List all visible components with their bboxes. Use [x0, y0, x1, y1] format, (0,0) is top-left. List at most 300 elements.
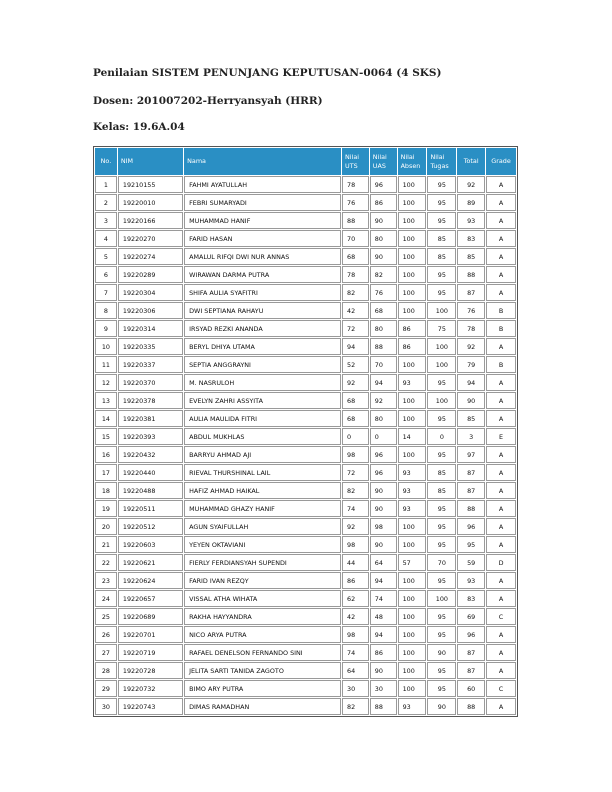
cell-nim: 19220719: [118, 644, 183, 661]
cell-nama: DWI SEPTIANA RAHAYU: [184, 302, 341, 319]
table-row: [95, 356, 516, 373]
table-row: [95, 428, 516, 445]
cell-nilai-absen: 86: [398, 338, 427, 355]
table-row: [95, 644, 516, 661]
cell-nilai-tugas: 85: [427, 482, 456, 499]
cell-total: 69: [457, 608, 485, 625]
cell-nilai-uts: 74: [342, 644, 369, 661]
cell-nilai-absen: 93: [398, 374, 427, 391]
cell-nim: 19220166: [118, 212, 183, 229]
cell-nilai-uts: 92: [342, 518, 369, 535]
table-row: [95, 500, 516, 517]
cell-total: 83: [457, 230, 485, 247]
cell-nilai-tugas: 95: [427, 284, 456, 301]
cell-grade: C: [486, 608, 516, 625]
lecturer-line: Dosen: 201007202-Herryansyah (HRR): [93, 95, 323, 107]
cell-total: 96: [457, 518, 485, 535]
cell-nilai-uas: 90: [370, 500, 397, 517]
cell-nilai-uas: 48: [370, 608, 397, 625]
cell-nilai-uts: 42: [342, 302, 369, 319]
cell-total: 90: [457, 392, 485, 409]
cell-total: 94: [457, 374, 485, 391]
cell-grade: A: [486, 482, 516, 499]
cell-nim: 19220624: [118, 572, 183, 589]
cell-nilai-absen: 100: [398, 680, 427, 697]
cell-nilai-tugas: 95: [427, 374, 456, 391]
cell-grade: A: [486, 644, 516, 661]
cell-nilai-absen: 100: [398, 212, 427, 229]
cell-nilai-uts: 78: [342, 176, 369, 193]
cell-nilai-uas: 74: [370, 590, 397, 607]
cell-no: 29: [95, 680, 117, 697]
cell-nama: IRSYAD REZKI ANANDA: [184, 320, 341, 337]
column-header-nilai-uas: Nilai UAS: [370, 148, 397, 175]
cell-no: 2: [95, 194, 117, 211]
cell-nim: 19220732: [118, 680, 183, 697]
cell-grade: A: [486, 230, 516, 247]
cell-total: 88: [457, 500, 485, 517]
cell-nama: FEBRI SUMARYADI: [184, 194, 341, 211]
cell-no: 1: [95, 176, 117, 193]
cell-nim: 19210155: [118, 176, 183, 193]
cell-nama: AGUN SYAIFULLAH: [184, 518, 341, 535]
cell-nama: BARRYU AHMAD AJI: [184, 446, 341, 463]
table-row: [95, 536, 516, 553]
cell-nilai-absen: 93: [398, 698, 427, 715]
cell-grade: A: [486, 338, 516, 355]
cell-no: 21: [95, 536, 117, 553]
cell-nilai-tugas: 100: [427, 356, 456, 373]
cell-nim: 19220337: [118, 356, 183, 373]
cell-total: 60: [457, 680, 485, 697]
cell-nama: SEPTIA ANGGRAYNI: [184, 356, 341, 373]
cell-total: 87: [457, 284, 485, 301]
column-header-nilai-uts: Nilai UTS: [342, 148, 369, 175]
cell-nilai-uts: 82: [342, 284, 369, 301]
cell-grade: A: [486, 284, 516, 301]
cell-no: 10: [95, 338, 117, 355]
cell-nilai-uts: 76: [342, 194, 369, 211]
table-row: [95, 266, 516, 283]
cell-nama: DIMAS RAMADHAN: [184, 698, 341, 715]
cell-nama: M. NASRULOH: [184, 374, 341, 391]
cell-nama: FAHMI AYATULLAH: [184, 176, 341, 193]
cell-nilai-tugas: 95: [427, 572, 456, 589]
class-line: Kelas: 19.6A.04: [93, 121, 185, 133]
cell-nilai-tugas: 95: [427, 662, 456, 679]
column-header-nilai-absen: Nilai Absen: [398, 148, 427, 175]
cell-nilai-uas: 68: [370, 302, 397, 319]
cell-nama: AMALUL RIFQI DWI NUR ANNAS: [184, 248, 341, 265]
table-row: [95, 212, 516, 229]
cell-nilai-absen: 100: [398, 194, 427, 211]
cell-nama: FIERLY FERDIANSYAH SUPENDI: [184, 554, 341, 571]
cell-nilai-tugas: 95: [427, 536, 456, 553]
cell-nilai-uts: 44: [342, 554, 369, 571]
cell-nilai-uas: 80: [370, 410, 397, 427]
cell-total: 3: [457, 428, 485, 445]
column-header-total: Total: [457, 148, 485, 175]
cell-nilai-tugas: 85: [427, 230, 456, 247]
cell-nilai-tugas: 70: [427, 554, 456, 571]
cell-nilai-uas: 88: [370, 698, 397, 715]
cell-nilai-absen: 86: [398, 320, 427, 337]
cell-nilai-uts: 98: [342, 626, 369, 643]
cell-nilai-absen: 100: [398, 644, 427, 661]
cell-nilai-uts: 98: [342, 446, 369, 463]
cell-total: 87: [457, 644, 485, 661]
cell-nilai-tugas: 95: [427, 212, 456, 229]
table-row: [95, 554, 516, 571]
cell-grade: A: [486, 464, 516, 481]
cell-nama: MUHAMMAD GHAZY HANIF: [184, 500, 341, 517]
cell-nilai-tugas: 100: [427, 302, 456, 319]
cell-nim: 19220440: [118, 464, 183, 481]
cell-nama: YEYEN OKTAVIANI: [184, 536, 341, 553]
table-row: [95, 374, 516, 391]
cell-nilai-uts: 82: [342, 482, 369, 499]
cell-nilai-uas: 82: [370, 266, 397, 283]
cell-grade: C: [486, 680, 516, 697]
cell-grade: A: [486, 176, 516, 193]
table-row: [95, 464, 516, 481]
cell-nilai-absen: 100: [398, 248, 427, 265]
cell-nilai-uts: 0: [342, 428, 369, 445]
table-row: [95, 248, 516, 265]
cell-nim: 19220370: [118, 374, 183, 391]
cell-grade: B: [486, 320, 516, 337]
cell-nama: JELITA SARTI TANIDA ZAGOTO: [184, 662, 341, 679]
cell-nilai-tugas: 100: [427, 392, 456, 409]
cell-nim: 19220512: [118, 518, 183, 535]
cell-nilai-absen: 100: [398, 266, 427, 283]
cell-nilai-tugas: 90: [427, 644, 456, 661]
cell-nilai-uas: 70: [370, 356, 397, 373]
cell-nim: 19220621: [118, 554, 183, 571]
cell-no: 19: [95, 500, 117, 517]
cell-nilai-tugas: 95: [427, 446, 456, 463]
cell-nilai-tugas: 90: [427, 698, 456, 715]
cell-nilai-uas: 0: [370, 428, 397, 445]
cell-grade: D: [486, 554, 516, 571]
cell-nim: 19220743: [118, 698, 183, 715]
cell-grade: A: [486, 518, 516, 535]
table-row: [95, 446, 516, 463]
column-header-nilai-tugas: Nilai Tugas: [427, 148, 456, 175]
cell-nilai-absen: 93: [398, 464, 427, 481]
cell-grade: A: [486, 662, 516, 679]
cell-grade: E: [486, 428, 516, 445]
cell-nama: BIMO ARY PUTRA: [184, 680, 341, 697]
cell-total: 83: [457, 590, 485, 607]
cell-nilai-uts: 86: [342, 572, 369, 589]
course-title: Penilaian SISTEM PENUNJANG KEPUTUSAN-0064 (4 SKS): [93, 67, 442, 79]
cell-nim: 19220314: [118, 320, 183, 337]
cell-no: 15: [95, 428, 117, 445]
cell-nim: 19220701: [118, 626, 183, 643]
cell-grade: A: [486, 446, 516, 463]
cell-nilai-uts: 72: [342, 464, 369, 481]
cell-nama: FARID HASAN: [184, 230, 341, 247]
cell-total: 92: [457, 338, 485, 355]
cell-nama: VISSAL ATHA WIHATA: [184, 590, 341, 607]
cell-nilai-uas: 94: [370, 572, 397, 589]
cell-nilai-uts: 92: [342, 374, 369, 391]
cell-total: 93: [457, 572, 485, 589]
cell-nilai-tugas: 95: [427, 194, 456, 211]
cell-nilai-uas: 90: [370, 482, 397, 499]
cell-no: 28: [95, 662, 117, 679]
cell-nilai-uts: 68: [342, 410, 369, 427]
cell-nim: 19220381: [118, 410, 183, 427]
cell-no: 24: [95, 590, 117, 607]
cell-nilai-tugas: 95: [427, 410, 456, 427]
cell-nilai-uas: 30: [370, 680, 397, 697]
cell-nilai-uas: 90: [370, 536, 397, 553]
cell-nilai-uts: 74: [342, 500, 369, 517]
cell-nilai-absen: 100: [398, 518, 427, 535]
cell-nilai-tugas: 0: [427, 428, 456, 445]
cell-no: 14: [95, 410, 117, 427]
cell-total: 96: [457, 626, 485, 643]
cell-nilai-uts: 88: [342, 212, 369, 229]
cell-nilai-tugas: 95: [427, 500, 456, 517]
cell-no: 16: [95, 446, 117, 463]
cell-nilai-uas: 86: [370, 194, 397, 211]
cell-nilai-uas: 96: [370, 446, 397, 463]
table-header-row: [95, 148, 516, 175]
table-row: [95, 338, 516, 355]
cell-nilai-uas: 96: [370, 176, 397, 193]
column-header-nim: NIM: [118, 148, 183, 175]
cell-nilai-uts: 52: [342, 356, 369, 373]
cell-grade: B: [486, 302, 516, 319]
table-row: [95, 698, 516, 715]
cell-nilai-absen: 100: [398, 446, 427, 463]
cell-no: 18: [95, 482, 117, 499]
cell-total: 87: [457, 662, 485, 679]
table-row: [95, 230, 516, 247]
cell-no: 3: [95, 212, 117, 229]
cell-nim: 19220289: [118, 266, 183, 283]
cell-nilai-uas: 80: [370, 230, 397, 247]
cell-nilai-absen: 93: [398, 500, 427, 517]
cell-nilai-uts: 42: [342, 608, 369, 625]
cell-nilai-uts: 68: [342, 392, 369, 409]
cell-nama: HAFIZ AHMAD HAIKAL: [184, 482, 341, 499]
cell-nilai-absen: 100: [398, 662, 427, 679]
cell-nilai-absen: 100: [398, 356, 427, 373]
cell-grade: A: [486, 212, 516, 229]
cell-no: 5: [95, 248, 117, 265]
cell-no: 4: [95, 230, 117, 247]
cell-no: 26: [95, 626, 117, 643]
cell-nilai-uas: 64: [370, 554, 397, 571]
cell-nilai-tugas: 95: [427, 518, 456, 535]
cell-no: 7: [95, 284, 117, 301]
table-row: [95, 410, 516, 427]
cell-nilai-uts: 82: [342, 698, 369, 715]
cell-nilai-tugas: 95: [427, 680, 456, 697]
column-header-nama: Nama: [184, 148, 341, 175]
cell-nilai-absen: 100: [398, 536, 427, 553]
cell-nilai-tugas: 95: [427, 608, 456, 625]
cell-nama: RAFAEL DENELSON FERNANDO SINI: [184, 644, 341, 661]
cell-nilai-uas: 80: [370, 320, 397, 337]
cell-nama: RIEVAL THURSHINAL LAIL: [184, 464, 341, 481]
cell-total: 89: [457, 194, 485, 211]
cell-total: 59: [457, 554, 485, 571]
cell-nim: 19220689: [118, 608, 183, 625]
cell-nim: 19220511: [118, 500, 183, 517]
cell-nim: 19220657: [118, 590, 183, 607]
table-row: [95, 572, 516, 589]
cell-nilai-tugas: 95: [427, 176, 456, 193]
cell-nilai-absen: 100: [398, 626, 427, 643]
table-row: [95, 626, 516, 643]
cell-nilai-absen: 100: [398, 410, 427, 427]
cell-total: 87: [457, 464, 485, 481]
cell-nilai-uas: 88: [370, 338, 397, 355]
cell-nilai-uts: 78: [342, 266, 369, 283]
cell-nilai-tugas: 85: [427, 248, 456, 265]
cell-nama: SHIFA AULIA SYAFITRI: [184, 284, 341, 301]
cell-nilai-uas: 90: [370, 212, 397, 229]
cell-nilai-tugas: 85: [427, 464, 456, 481]
table-row: [95, 518, 516, 535]
cell-nilai-uas: 92: [370, 392, 397, 409]
cell-grade: A: [486, 374, 516, 391]
cell-nilai-uas: 94: [370, 374, 397, 391]
cell-nilai-uas: 94: [370, 626, 397, 643]
cell-grade: A: [486, 392, 516, 409]
table-row: [95, 320, 516, 337]
cell-nim: 19220432: [118, 446, 183, 463]
cell-nilai-tugas: 100: [427, 590, 456, 607]
cell-nilai-absen: 57: [398, 554, 427, 571]
cell-nilai-uts: 72: [342, 320, 369, 337]
cell-no: 6: [95, 266, 117, 283]
cell-nilai-uts: 62: [342, 590, 369, 607]
cell-no: 23: [95, 572, 117, 589]
cell-nilai-absen: 100: [398, 176, 427, 193]
cell-grade: A: [486, 536, 516, 553]
cell-grade: A: [486, 500, 516, 517]
cell-no: 25: [95, 608, 117, 625]
cell-nilai-tugas: 75: [427, 320, 456, 337]
table-row: [95, 284, 516, 301]
column-header-grade: Grade: [486, 148, 516, 175]
table-row: [95, 176, 516, 193]
cell-nilai-absen: 100: [398, 302, 427, 319]
cell-total: 85: [457, 248, 485, 265]
cell-nama: FARID IVAN REZQY: [184, 572, 341, 589]
table-row: [95, 662, 516, 679]
cell-no: 30: [95, 698, 117, 715]
cell-nim: 19220010: [118, 194, 183, 211]
cell-nim: 19220304: [118, 284, 183, 301]
cell-total: 88: [457, 698, 485, 715]
cell-no: 20: [95, 518, 117, 535]
cell-nim: 19220393: [118, 428, 183, 445]
cell-no: 8: [95, 302, 117, 319]
cell-grade: A: [486, 590, 516, 607]
cell-grade: A: [486, 626, 516, 643]
cell-nilai-absen: 100: [398, 590, 427, 607]
cell-total: 78: [457, 320, 485, 337]
cell-nim: 19220270: [118, 230, 183, 247]
table-row: [95, 608, 516, 625]
table-row: [95, 482, 516, 499]
cell-grade: A: [486, 572, 516, 589]
cell-no: 9: [95, 320, 117, 337]
cell-nilai-uas: 90: [370, 248, 397, 265]
cell-nim: 19220728: [118, 662, 183, 679]
cell-no: 22: [95, 554, 117, 571]
cell-grade: B: [486, 356, 516, 373]
table-body: [95, 176, 516, 715]
cell-no: 17: [95, 464, 117, 481]
cell-nama: EVELYN ZAHRI ASSYITA: [184, 392, 341, 409]
cell-nilai-tugas: 95: [427, 626, 456, 643]
cell-nama: BERYL DHIYA UTAMA: [184, 338, 341, 355]
cell-nim: 19220274: [118, 248, 183, 265]
cell-nilai-uas: 96: [370, 464, 397, 481]
cell-total: 87: [457, 482, 485, 499]
grades-table: [93, 146, 518, 717]
cell-nilai-uts: 98: [342, 536, 369, 553]
cell-total: 76: [457, 302, 485, 319]
cell-total: 92: [457, 176, 485, 193]
cell-nilai-uts: 30: [342, 680, 369, 697]
table-row: [95, 302, 516, 319]
cell-total: 85: [457, 410, 485, 427]
cell-nilai-absen: 14: [398, 428, 427, 445]
cell-nilai-uts: 94: [342, 338, 369, 355]
cell-nama: MUHAMMAD HANIF: [184, 212, 341, 229]
cell-nim: 19220603: [118, 536, 183, 553]
cell-nilai-tugas: 100: [427, 338, 456, 355]
cell-nama: RAKHA HAYYANDRA: [184, 608, 341, 625]
cell-nama: WIRAWAN DARMA PUTRA: [184, 266, 341, 283]
cell-grade: A: [486, 266, 516, 283]
cell-no: 13: [95, 392, 117, 409]
cell-nilai-absen: 100: [398, 608, 427, 625]
cell-nilai-uas: 86: [370, 644, 397, 661]
table-row: [95, 194, 516, 211]
cell-grade: A: [486, 410, 516, 427]
cell-nim: 19220306: [118, 302, 183, 319]
cell-nilai-uas: 76: [370, 284, 397, 301]
table-row: [95, 392, 516, 409]
cell-nilai-absen: 100: [398, 284, 427, 301]
cell-nim: 19220378: [118, 392, 183, 409]
cell-nim: 19220335: [118, 338, 183, 355]
cell-grade: A: [486, 248, 516, 265]
cell-nilai-tugas: 95: [427, 266, 456, 283]
cell-nilai-uts: 64: [342, 662, 369, 679]
cell-total: 79: [457, 356, 485, 373]
cell-nilai-uts: 70: [342, 230, 369, 247]
column-header-no: No.: [95, 148, 117, 175]
cell-nim: 19220488: [118, 482, 183, 499]
cell-total: 95: [457, 536, 485, 553]
cell-no: 12: [95, 374, 117, 391]
cell-nilai-absen: 100: [398, 392, 427, 409]
cell-nama: AULIA MAULIDA FITRI: [184, 410, 341, 427]
cell-nilai-uas: 90: [370, 662, 397, 679]
cell-nilai-uts: 68: [342, 248, 369, 265]
